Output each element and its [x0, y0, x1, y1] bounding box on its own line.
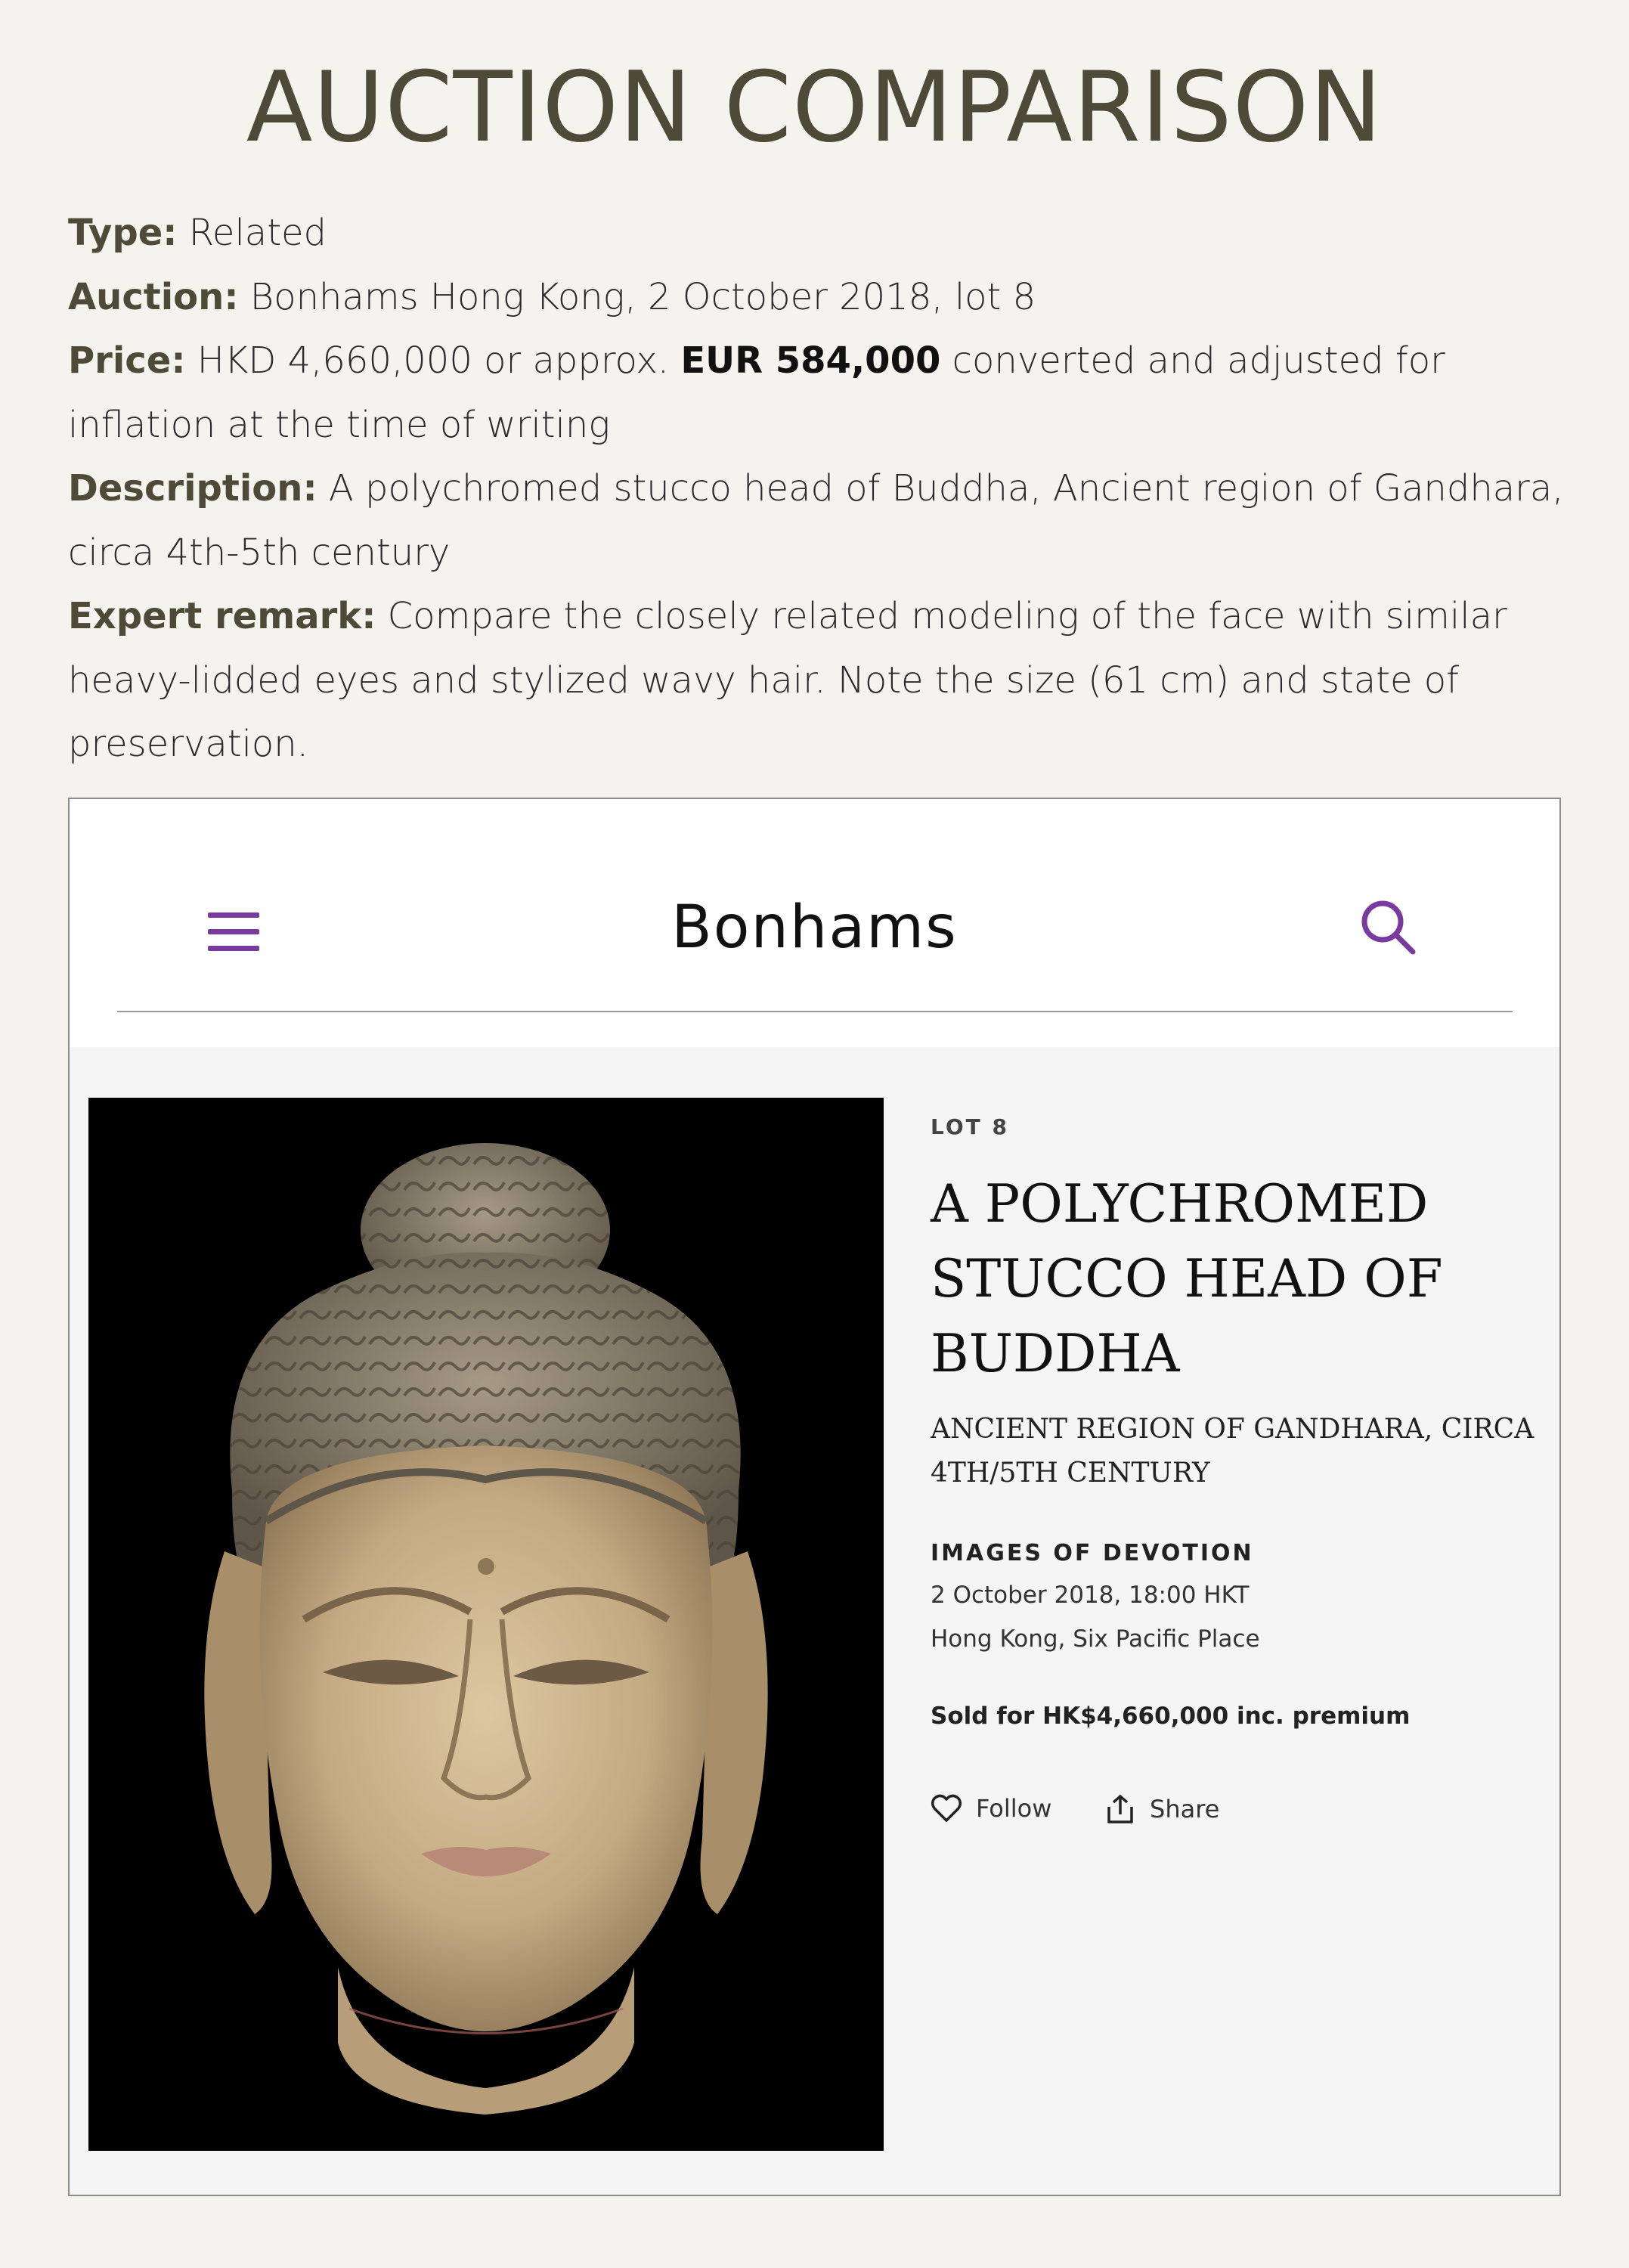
- lot-number: LOT 8: [931, 1114, 1009, 1139]
- sale-name[interactable]: IMAGES OF DEVOTION: [931, 1540, 1254, 1566]
- bonhams-screenshot: [68, 798, 1561, 2196]
- follow-label: Follow: [976, 1794, 1052, 1823]
- description-row: [68, 457, 1580, 584]
- share-button[interactable]: [1104, 1793, 1219, 1825]
- header-divider: [117, 1011, 1513, 1012]
- search-icon[interactable]: [1358, 897, 1419, 958]
- remark-label: Expert remark:: [68, 595, 376, 637]
- auction-row: [68, 265, 1580, 330]
- lot-title: A POLYCHROMED STUCCO HEAD OF BUDDHA: [931, 1174, 1443, 1384]
- lot-subtitle: ANCIENT REGION OF GANDHARA, CIRCA 4TH/5TH CENTURY: [931, 1414, 1535, 1489]
- comparison-info: [68, 201, 1580, 776]
- price-label: Price:: [68, 339, 186, 382]
- site-header: [70, 799, 1559, 1047]
- description-label: Description:: [68, 467, 317, 510]
- share-label: Share: [1150, 1795, 1220, 1823]
- price-prefix: HKD 4,660,000 or approx.: [185, 339, 681, 382]
- remark-row: [68, 584, 1580, 776]
- follow-button[interactable]: [931, 1793, 1051, 1823]
- heart-icon: [931, 1793, 962, 1823]
- bonhams-logo[interactable]: Bonhams: [671, 894, 958, 962]
- sold-price: Sold for HK$4,660,000 inc. premium: [931, 1703, 1411, 1730]
- price-highlight: EUR 584,000: [680, 339, 941, 382]
- lot-details-panel: [884, 1098, 1556, 1854]
- remark-value: Compare the closely related modeling of the face with similar heavy-lidded eyes and stylized wavy hair. Note the size (61 cm) and state of preservation.: [68, 595, 1507, 765]
- lot-image-buddha-head[interactable]: [88, 1098, 884, 2151]
- sale-date: 2 October 2018, 18:00 HKT: [931, 1582, 1250, 1609]
- price-suffix: converted and adjusted for inflation at the time of writing: [68, 339, 1445, 446]
- sale-place: Hong Kong, Six Pacific Place: [931, 1625, 1260, 1653]
- type-value: Related: [177, 212, 327, 254]
- share-icon: [1104, 1793, 1136, 1825]
- page-title: AUCTION COMPARISON: [246, 51, 1383, 164]
- description-value: A polychromed stucco head of Buddha, Ancient region of Gandhara, circa 4th-5th century: [68, 467, 1564, 574]
- type-row: [68, 201, 1580, 265]
- auction-value: Bonhams Hong Kong, 2 October 2018, lot 8: [238, 275, 1036, 318]
- type-label: Type:: [68, 212, 178, 254]
- auction-label: Auction:: [68, 275, 239, 318]
- price-row: [68, 329, 1580, 457]
